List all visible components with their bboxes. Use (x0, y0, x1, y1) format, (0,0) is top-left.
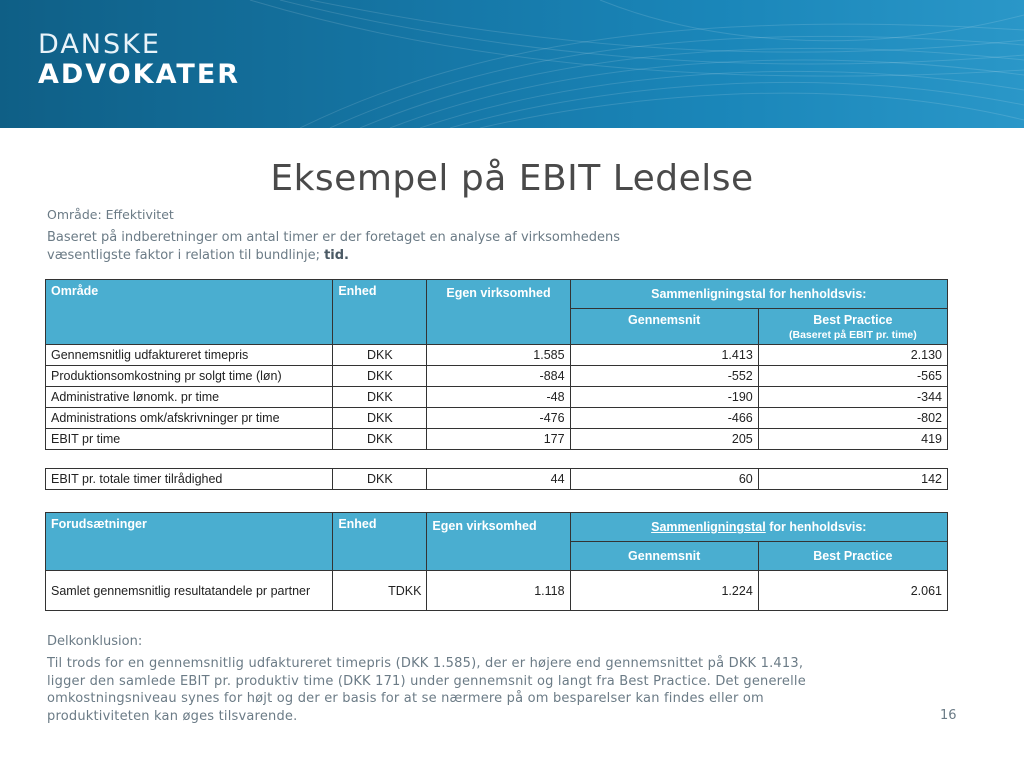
row-own: -884 (427, 366, 570, 387)
intro-text: Baseret på indberetninger om antal timer er der foretaget en analyse af virksomhedens væsentligste faktor i relation til bundlinje; (47, 230, 621, 263)
row-own: 177 (427, 429, 570, 450)
header-comparison (570, 513, 947, 542)
table-row (46, 387, 948, 408)
row-own: 1.585 (427, 345, 570, 366)
row-own: 44 (427, 469, 570, 490)
row-unit: DKK (333, 429, 427, 450)
table-row (46, 345, 948, 366)
row-unit: DKK (333, 345, 427, 366)
row-best: -565 (758, 366, 947, 387)
brand-line2: ADVOKATER (38, 59, 241, 90)
header-best-practice-label: Best Practice (813, 313, 893, 327)
header-area: Område (46, 280, 333, 345)
row-average: -466 (570, 408, 758, 429)
brand-logo (38, 30, 240, 90)
table-row (46, 571, 948, 611)
table-row (46, 469, 948, 490)
row-label: Produktionsomkostning pr solgt time (løn) (46, 366, 333, 387)
row-unit: DKK (333, 366, 427, 387)
brand-line1: DANSKE (38, 29, 161, 60)
conclusion-heading (47, 634, 142, 649)
ebit-total-table (45, 468, 948, 490)
row-unit: TDKK (333, 571, 427, 611)
conclusion-text: Til trods for en gennemsnitlig udfaktureret timepris (DKK 1.585), der er højere end gennemsnittet på DKK 1.413, ligger den samlede EBIT pr. produktiv time (DKK 171) under gennemsnit og langt fra Best Practice. Det generelle omkostningsniveau synes for højt og der er basis for at se nærmere på om besparelser kan findes eller om produktiviteten kan øges tilsvarende. (47, 656, 806, 724)
row-best: -344 (758, 387, 947, 408)
intro-bold: tid. (324, 248, 349, 263)
header-best-practice: Best Practice (758, 542, 947, 571)
row-average: 1.413 (570, 345, 758, 366)
table-row (46, 429, 948, 450)
row-label: Administrations omk/afskrivninger pr time (46, 408, 333, 429)
row-unit: DKK (333, 408, 427, 429)
page-number: 16 (940, 708, 957, 723)
row-average: 1.224 (570, 571, 758, 611)
row-label: EBIT pr time (46, 429, 333, 450)
page-title: Eksempel på EBIT Ledelse (270, 158, 754, 199)
intro-paragraph (47, 229, 707, 265)
row-label: Gennemsnitlig udfaktureret timepris (46, 345, 333, 366)
header-own-company: Egen virksomhed (427, 280, 570, 345)
header-average: Gennemsnit (570, 542, 758, 571)
conclusion-heading-label: Delkonklusion (47, 634, 138, 649)
header-average: Gennemsnit (570, 309, 758, 345)
header-own-company: Egen virksomhed (427, 513, 570, 571)
header-comparison-underlined: Sammenligningstal (651, 520, 766, 534)
conclusion-heading-suffix: : (137, 634, 143, 649)
ebit-table (45, 279, 948, 450)
header-comparison: Sammenligningstal for henholdsvis: (570, 280, 947, 309)
header-unit: Enhed (333, 513, 427, 571)
row-label: EBIT pr. totale timer tilrådighed (46, 469, 333, 490)
row-unit: DKK (333, 387, 427, 408)
row-best: -802 (758, 408, 947, 429)
row-own: 1.118 (427, 571, 570, 611)
assumptions-table (45, 512, 948, 611)
row-average: -190 (570, 387, 758, 408)
row-best: 2.061 (758, 571, 947, 611)
table-row (46, 366, 948, 387)
header-comparison-rest: for henholdsvis: (765, 520, 867, 534)
row-best: 2.130 (758, 345, 947, 366)
header-unit: Enhed (333, 280, 427, 345)
row-label: Administrative lønomk. pr time (46, 387, 333, 408)
row-average: 60 (570, 469, 758, 490)
row-own: -48 (427, 387, 570, 408)
row-label: Samlet gennemsnitlig resultatandele pr partner (46, 571, 333, 611)
row-best: 142 (758, 469, 947, 490)
header-assumptions: Forudsætninger (46, 513, 333, 571)
row-average: -552 (570, 366, 758, 387)
row-unit: DKK (333, 469, 427, 490)
row-own: -476 (427, 408, 570, 429)
header-best-practice (758, 309, 947, 345)
row-best: 419 (758, 429, 947, 450)
header-best-practice-note: (Baseret på EBIT pr. time) (788, 329, 917, 341)
table-row (46, 408, 948, 429)
header-banner (0, 0, 1024, 128)
section-subheading: Område: Effektivitet (47, 207, 174, 222)
row-average: 205 (570, 429, 758, 450)
